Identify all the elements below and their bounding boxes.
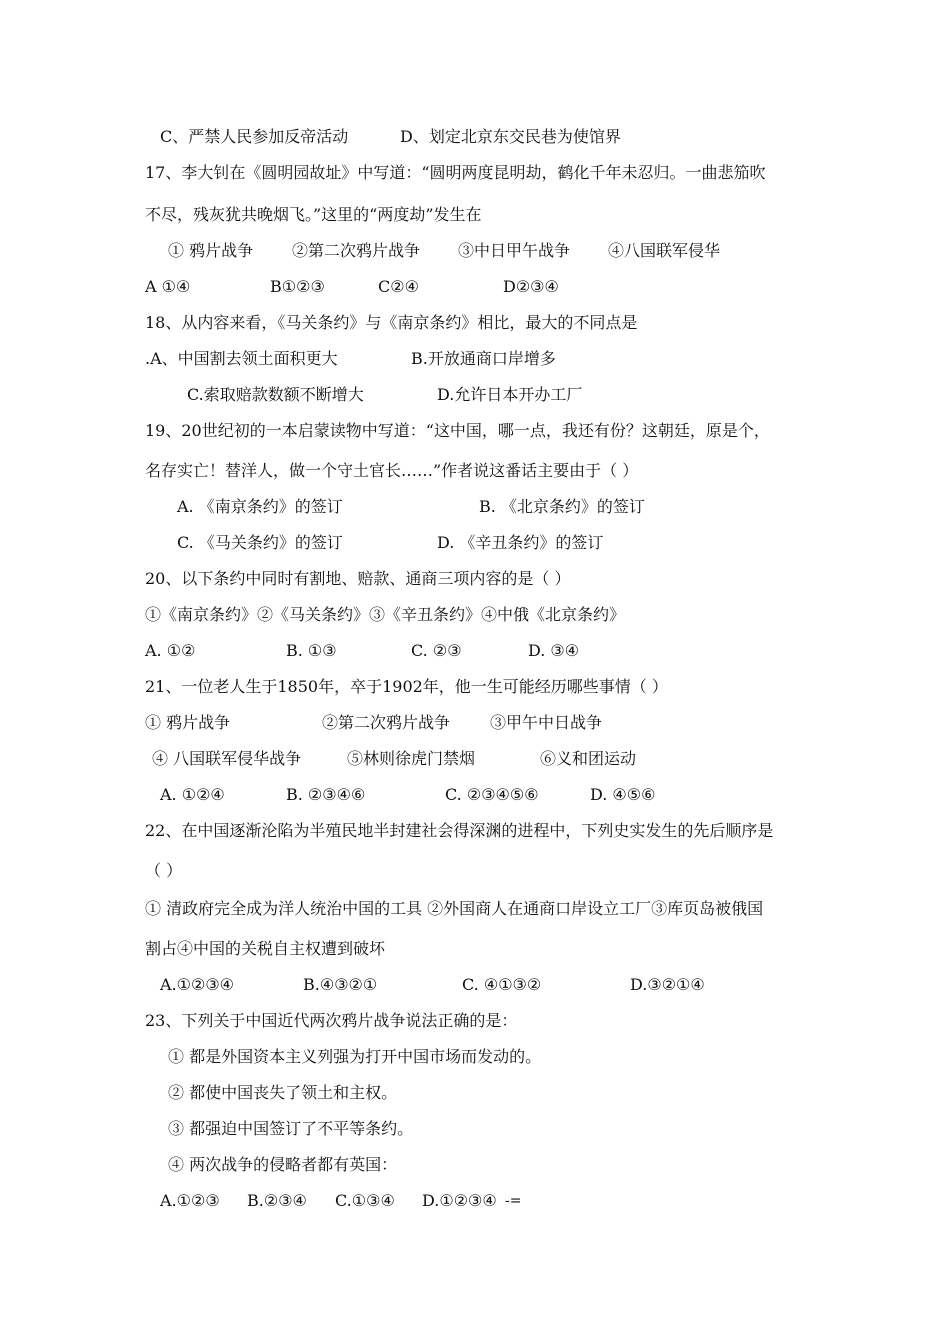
q21-item-3: ③甲午中日战争 — [490, 713, 603, 732]
q19-option-a[interactable]: A. 《南京条约》的签订 — [177, 497, 343, 516]
q22-option-b[interactable]: B.④③②① — [303, 975, 378, 994]
q22-stem-line1: 22、在中国逐渐沦陷为半殖民地半封建社会得深渊的进程中，下列史实发生的先后顺序是 — [145, 821, 774, 840]
q22-events-line1: ① 清政府完全成为洋人统治中国的工具 ②外国商人在通商口岸设立工厂③库页岛被俄国 — [145, 899, 764, 918]
q23-option-b[interactable]: B.②③④ — [247, 1191, 307, 1210]
q17-option-a[interactable]: A ①④ — [145, 277, 191, 296]
q20-option-b[interactable]: B. ①③ — [286, 641, 337, 660]
q23-options-trail: -= — [505, 1193, 522, 1209]
q17-stem-line2: 不尽，残灰犹共晚烟飞。”这里的“两度劫”发生在 — [145, 205, 482, 224]
q22-events-line2: 割占④中国的关税自主权遭到破坏 — [145, 939, 386, 958]
q17-item-4: ④八国联军侵华 — [608, 241, 721, 260]
q21-stem: 21、一位老人生于1850年，卒于1902年，他一生可能经历哪些事情（ ） — [145, 677, 668, 696]
q19-option-d[interactable]: D. 《辛丑条约》的签订 — [437, 533, 604, 552]
q23-option-d[interactable]: D.①②③④ — [422, 1191, 497, 1210]
q20-stem: 20、以下条约中同时有割地、赔款、通商三项内容的是（ ） — [145, 569, 571, 588]
q16-option-d[interactable]: D、划定北京东交民巷为使馆界 — [400, 127, 621, 146]
q21-option-a[interactable]: A. ①②④ — [160, 785, 225, 804]
q18-option-b[interactable]: B.开放通商口岸增多 — [411, 349, 556, 368]
q19-stem-line2: 名存实亡！替洋人，做一个守土官长……”作者说这番话主要由于（ ） — [145, 461, 639, 480]
q17-item-3: ③中日甲午战争 — [458, 241, 571, 260]
q21-option-c[interactable]: C. ②③④⑤⑥ — [445, 785, 539, 804]
q17-item-1: ① 鸦片战争 — [168, 241, 254, 260]
q22-option-d[interactable]: D.③②①④ — [630, 975, 705, 994]
q20-option-c[interactable]: C. ②③ — [411, 641, 462, 660]
q17-item-2: ②第二次鸦片战争 — [292, 241, 421, 260]
q17-stem-line1: 17、李大钊在《圆明园故址》中写道：“圆明两度昆明劫，鹤化千年未忍归。一曲悲笳吹 — [145, 163, 766, 182]
q23-option-c[interactable]: C.①③④ — [335, 1191, 395, 1210]
q21-option-d[interactable]: D. ④⑤⑥ — [590, 785, 656, 804]
q21-item-1: ① 鸦片战争 — [145, 713, 231, 732]
q18-option-a[interactable]: .A、中国割去领土面积更大 — [145, 349, 338, 368]
q23-statement-4: ④ 两次战争的侵略者都有英国： — [168, 1155, 398, 1174]
q17-option-b[interactable]: B①②③ — [270, 277, 325, 296]
q21-option-b[interactable]: B. ②③④⑥ — [286, 785, 366, 804]
q22-option-c[interactable]: C. ④①③② — [462, 975, 542, 994]
q20-option-a[interactable]: A. ①② — [145, 641, 196, 660]
q19-option-b[interactable]: B. 《北京条约》的签订 — [479, 497, 645, 516]
q17-option-d[interactable]: D②③④ — [503, 277, 559, 296]
q22-option-a[interactable]: A.①②③④ — [160, 975, 235, 994]
q20-option-d[interactable]: D. ③④ — [528, 641, 580, 660]
q23-statement-1: ① 都是外国资本主义列强为打开中国市场而发动的。 — [168, 1047, 542, 1066]
q21-item-2: ②第二次鸦片战争 — [322, 713, 451, 732]
q16-option-c[interactable]: C、严禁人民参加反帝活动 — [160, 127, 349, 146]
q23-statement-3: ③ 都强迫中国签订了不平等条约。 — [168, 1119, 414, 1138]
q21-item-6: ⑥义和团运动 — [540, 749, 637, 768]
q21-item-4: ④ 八国联军侵华战争 — [152, 749, 302, 768]
q23-statement-2: ② 都使中国丧失了领土和主权。 — [168, 1083, 398, 1102]
q18-stem: 18、从内容来看，《马关条约》与《南京条约》相比，最大的不同点是 — [145, 313, 638, 332]
q22-stem-line2: （ ） — [145, 861, 183, 880]
q18-option-d[interactable]: D.允许日本开办工厂 — [437, 385, 583, 404]
q23-stem: 23、下列关于中国近代两次鸦片战争说法正确的是： — [145, 1011, 518, 1030]
q23-option-a[interactable]: A.①②③ — [160, 1191, 220, 1210]
q17-option-c[interactable]: C②④ — [378, 277, 419, 296]
q19-stem-line1: 19、20世纪初的一本启蒙读物中写道：“这中国，哪一点，我还有份？这朝廷，原是个， — [145, 421, 770, 440]
q20-items: ①《南京条约》②《马关条约》③《辛丑条约》④中俄《北京条约》 — [145, 605, 626, 624]
q21-item-5: ⑤林则徐虎门禁烟 — [347, 749, 476, 768]
q19-option-c[interactable]: C. 《马关条约》的签订 — [177, 533, 343, 552]
q18-option-c[interactable]: C.索取赔款数额不断增大 — [187, 385, 364, 404]
